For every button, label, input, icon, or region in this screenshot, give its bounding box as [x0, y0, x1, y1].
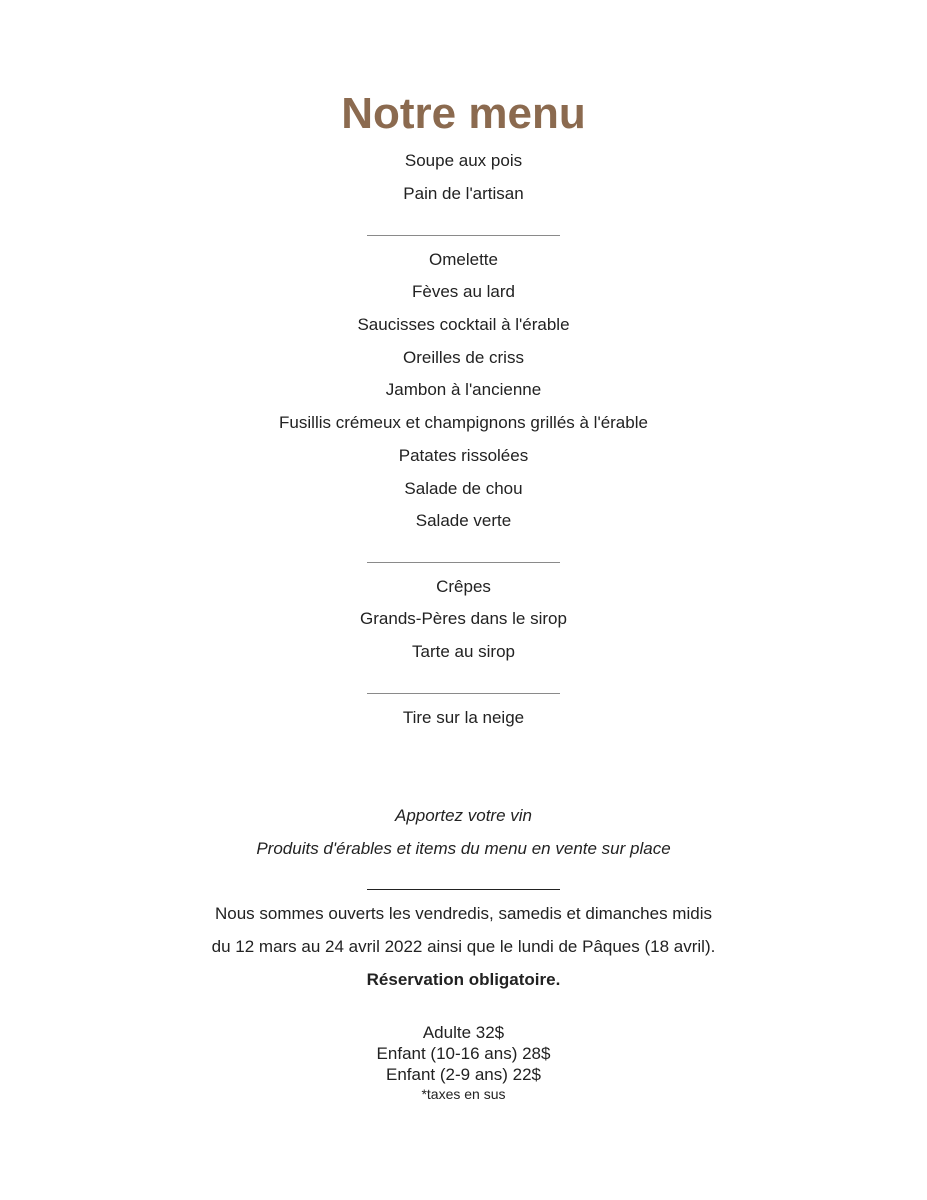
- reservation-note: Réservation obligatoire.: [366, 970, 561, 989]
- hours-line: Nous sommes ouverts les vendredis, samedis et dimanches midis: [215, 904, 712, 923]
- page-title: Notre menu: [341, 89, 586, 138]
- note-line: Produits d'érables et items du menu en vente sur place: [256, 839, 671, 858]
- menu-item: Fèves au lard: [412, 282, 515, 301]
- menu-item: Tire sur la neige: [402, 708, 525, 727]
- price-line: Enfant (2-9 ans) 22$: [386, 1065, 541, 1084]
- price-line: Enfant (10-16 ans) 28$: [376, 1044, 551, 1063]
- menu-item: Jambon à l'ancienne: [385, 380, 542, 399]
- price-line: Adulte 32$: [422, 1023, 505, 1042]
- menu-item: Crêpes: [436, 577, 491, 596]
- tax-note: *taxes en sus: [421, 1086, 506, 1102]
- section-divider: [367, 693, 560, 694]
- menu-item: Grands-Pères dans le sirop: [360, 609, 567, 628]
- section-divider: [367, 889, 560, 890]
- menu-item: Patates rissolées: [398, 446, 529, 465]
- menu-item: Salade verte: [415, 511, 512, 530]
- note-line: Apportez votre vin: [394, 806, 532, 825]
- hours-line: du 12 mars au 24 avril 2022 ainsi que le lundi de Pâques (18 avril).: [211, 937, 716, 956]
- section-divider: [367, 235, 560, 236]
- menu-item: Salade de chou: [404, 479, 523, 498]
- menu-item: Omelette: [429, 250, 498, 269]
- menu-item: Tarte au sirop: [412, 642, 515, 661]
- section-divider: [367, 562, 560, 563]
- menu-item: Fusillis crémeux et champignons grillés à l'érable: [279, 413, 648, 432]
- menu-item: Soupe aux pois: [404, 151, 523, 170]
- menu-item: Pain de l'artisan: [403, 184, 524, 203]
- menu-item: Oreilles de criss: [403, 348, 524, 367]
- menu-item: Saucisses cocktail à l'érable: [357, 315, 570, 334]
